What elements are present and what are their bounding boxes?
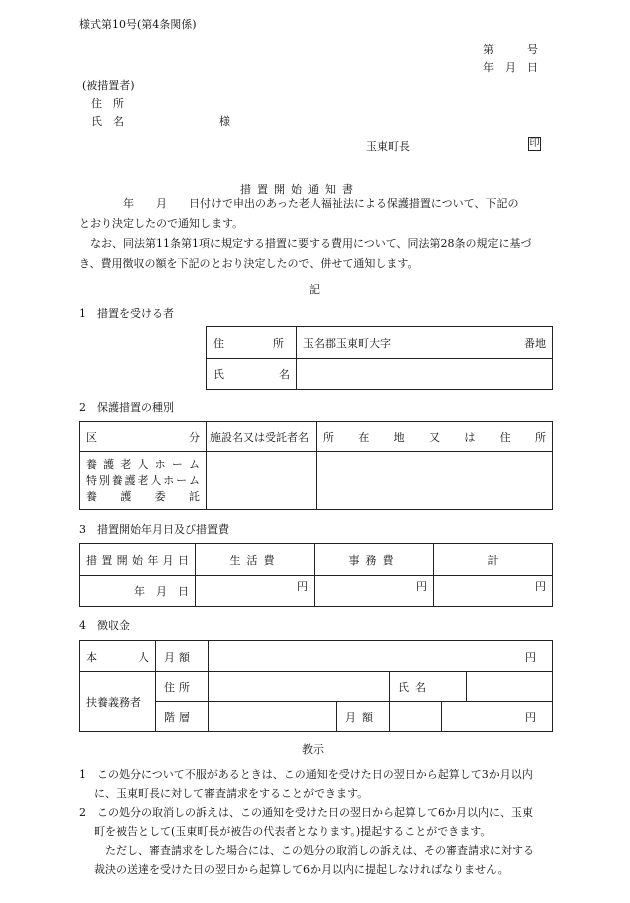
living-header: 生活費 [196,544,315,576]
start-date-value: 年 月 日 [80,576,196,607]
col-divider [389,671,390,731]
total-header: 計 [434,544,553,576]
type-item: 養護老人ホーム [86,457,200,471]
self-yen: 円 [525,651,536,664]
facility-header: 施設名又は受託者名 [210,430,309,444]
supporter-name-label: 氏名 [398,681,432,694]
address-label: 住所 [213,336,290,350]
notice-line: 2 この処分の取消しの訴えは、この通知を受けた日の翌日から起算して6か月以内に、玉東 [79,806,533,819]
facility-value-cell [207,452,317,510]
notice-heading: 教示 [302,743,324,756]
notice-list [79,765,550,879]
notice-line: 1 この処分について不服があるときは、この通知を受けた日の翌日から起算して3か月以内 [79,768,533,781]
collection-table [79,640,553,732]
expense-table [79,543,553,607]
facility-header-cell [207,422,317,452]
start-header-cell [80,544,196,576]
body-line: なお、同法第11条第1項に規定する措置に要する費用について、同法第28条の規定に基づ [79,237,532,250]
name-label-cell [207,359,297,390]
location-header-cell [317,422,553,452]
supporter-monthly-label: 月額 [345,711,379,724]
col-divider [441,701,442,731]
form-id: 様式第10号(第4条関係) [79,18,197,31]
notice-line: 町を被告として(玉東町長が被告の代表者となります。)提起することができます。 [94,825,492,838]
col-divider [336,701,337,731]
address-value: 玉名郡玉東町大字 [303,336,391,350]
banchi-label: 番地 [524,336,546,350]
name-value-cell [297,359,553,390]
body-line: 年 月 日付けで申出のあった老人福祉法による保護措置について、下記の [79,197,519,210]
section2-heading: 2 保護措置の種別 [79,401,174,414]
self-label: 本人 [86,651,149,664]
supporter-yen: 円 [525,711,536,724]
notice-line: 裁決の送達を受けた日の翌日から起算して6か月以内に提起しなければなりません。 [94,863,509,876]
type-item: 特別養護老人ホーム [86,473,200,487]
types-cell [80,452,207,510]
section4-heading: 4 徴収金 [79,619,130,632]
notice-line: ただし、審査請求をした場合には、この処分の取消しの訴えは、その審査請求に対する [94,844,534,857]
document-title: 措置開始通知書 [240,183,359,196]
kubun-header-cell [80,422,207,452]
section1-heading: 1 措置を受ける者 [79,307,174,320]
recipient-heading: (被措置者) [82,79,135,92]
kubun-header: 区分 [86,430,200,444]
location-header: 所在地又は住所 [323,430,546,444]
issuer-name: 玉東町長 [366,140,410,153]
start-header: 措置開始年月日 [86,553,189,567]
living-yen: 円 [196,576,315,607]
body-paragraph [79,194,550,274]
tier-label: 階層 [164,711,194,724]
row-divider [80,671,552,672]
office-header: 事務費 [315,544,434,576]
supporter-label: 扶養義務者 [86,696,141,709]
measure-type-table [79,421,553,510]
notice-line: に、玉東町長に対して審査請求をすることができます。 [94,787,369,800]
type-item: 養護委託 [86,489,200,503]
address-value-cell [297,327,553,359]
section3-heading: 3 措置開始年月日及び措置費 [79,523,229,536]
name-label: 氏名 [213,368,290,381]
seal-stamp: 印 [529,138,540,149]
address-label-cell [207,327,297,359]
document-number: 第 号 [483,43,538,56]
total-yen: 円 [434,576,553,607]
recipient-address-label: 住 所 [91,97,124,110]
recipient-table [206,326,553,390]
body-line: とおり決定したので通知します。 [79,217,244,230]
issue-date: 年 月 日 [483,61,538,74]
col-divider [155,641,156,731]
location-value-cell [317,452,553,510]
supporter-address-label: 住所 [164,681,194,694]
body-line: き、費用徴収の額を下記のとおり決定したので、併せて通知します。 [79,257,419,270]
col-divider [208,641,209,731]
row-divider [155,701,552,702]
office-yen: 円 [315,576,434,607]
self-monthly-label: 月額 [164,651,194,664]
col-divider [466,671,467,701]
recipient-name-label: 氏 名 [91,115,124,128]
recipient-honorific: 様 [219,115,230,128]
ki-marker: 記 [309,283,320,296]
